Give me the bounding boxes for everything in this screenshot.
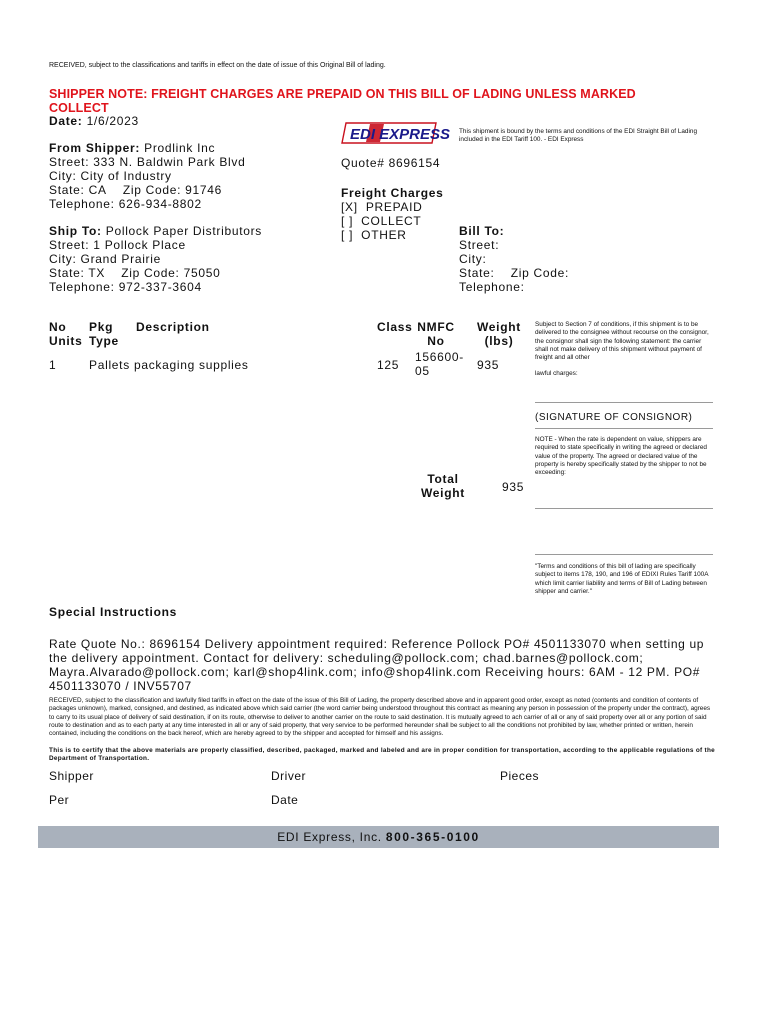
- divider-line-2: [535, 554, 713, 555]
- date-signature-label: Date: [271, 793, 299, 807]
- section7-note: Subject to Section 7 of conditions, if this shipment is to be delivered to the consignee without recourse on the consignor, the consignor shall sign the following statement: the carrier shall not make delivery of this shipment without payment of freight and all other: [535, 321, 709, 362]
- shipper-city: City: City of Industry: [49, 169, 172, 183]
- terms-items-note: "Terms and conditions of this bill of lading are specifically subject to items 178, 190, and 196 of EDIXI Rules Tariff 100A which limit carrier liability and terms of Bill of Lading between shipper and carrier.": [535, 563, 709, 595]
- shipper-street: Street: 333 N. Baldwin Park Blvd: [49, 155, 246, 169]
- from-shipper-block: [49, 141, 319, 211]
- certification-statement: This is to certify that the above materials are properly classified, described, packaged, marked and labeled and are in proper condition for transportation, according to the applicable regulations of the Department of Transportation.: [49, 747, 716, 763]
- col-pkg-type: [89, 320, 119, 348]
- row-units: 1: [49, 358, 57, 372]
- footer-bar: [38, 826, 719, 848]
- from-shipper-label: From Shipper:: [49, 141, 141, 155]
- collect-checkbox[interactable]: [ ] COLLECT: [341, 214, 422, 228]
- row-class: 125: [377, 358, 400, 372]
- col-weight-line1: Weight: [477, 320, 521, 334]
- consignee-street: Street: 1 Pollock Place: [49, 238, 186, 252]
- row-nmfc-line1: 156600-: [415, 350, 464, 364]
- col-class: Class: [377, 320, 413, 334]
- consignee-telephone: Telephone: 972-337-3604: [49, 280, 202, 294]
- received-note: RECEIVED, subject to the classifications and tariffs in effect on the date of issue of this Original Bill of lading.: [49, 62, 386, 69]
- ship-to-block: [49, 224, 319, 294]
- col-no-units-line2: Units: [49, 334, 83, 348]
- date-label: Date:: [49, 114, 83, 128]
- total-weight-line2: Weight: [421, 486, 465, 500]
- quote-number: Quote# 8696154: [341, 156, 441, 170]
- declared-value-line: [535, 508, 713, 509]
- pieces-label: Pieces: [500, 769, 540, 783]
- row-nmfc-line2: 05: [415, 364, 430, 378]
- total-weight-label: [418, 472, 468, 500]
- date-value: 1/6/2023: [86, 114, 139, 128]
- col-weight: [474, 320, 524, 348]
- freight-charges-label: Freight Charges: [341, 186, 444, 200]
- bill-to-street: Street:: [459, 238, 500, 252]
- bill-to-block: [459, 224, 659, 294]
- ship-to-label: Ship To:: [49, 224, 102, 238]
- bill-to-city: City:: [459, 252, 487, 266]
- bill-to-zip: Zip Code:: [510, 266, 570, 280]
- bill-to-label: Bill To:: [459, 224, 505, 238]
- declared-value-note: NOTE - When the rate is dependent on value, shippers are required to state specifically in writing the agreed or declared value of the property. The agreed or declared value of the property is hereby specifically stated by the shipper to not be exceeding:: [535, 436, 707, 477]
- driver-signature-label: Driver: [271, 769, 306, 783]
- footer-phone: 800-365-0100: [385, 830, 480, 844]
- col-weight-line2: (lbs): [484, 334, 514, 348]
- other-checkbox[interactable]: [ ] OTHER: [341, 228, 407, 242]
- col-pkg-type-line2: Type: [89, 334, 119, 348]
- total-weight-line1: Total: [427, 472, 459, 486]
- terms-top: This shipment is bound by the terms and conditions of the EDI Straight Bill of Lading included in the EDI Tariff 100. - EDI Express: [459, 128, 698, 144]
- col-description: Description: [136, 320, 210, 334]
- shipper-telephone: Telephone: 626-934-8802: [49, 197, 202, 211]
- col-no-units-line1: No: [49, 320, 67, 334]
- prepaid-checkbox[interactable]: [X] PREPAID: [341, 200, 423, 214]
- col-pkg-type-line1: Pkg: [89, 320, 114, 334]
- received-terms-paragraph: RECEIVED, subject to the classification and lawfully filed tariffs in effect on the date of the issue of this Bill of Lading, the property described above and in apparent good order, except as noted (contents and condition of contents of packages unknown), marked, consigned, and destined, as indicated above which said carrier (the word carrier being understood throughout this contract as meaning any person in possession of the property under the contract), agrees to carry to its usual place of delivery of said destination, if on its route, otherwise to deliver to another carrier on the route to said destination. It is mutually agreed to ach carrier of all or any of said property over all or any portion of said route to destination and as to each party at any time interested in all or any of said property, that very service to be performed hereunder shall be subject to all the conditions not prohibited by law, whether printed or written, herein contained, including the conditions on the back hereof, which are hereby agreed to by the shipper and accepted for himself and his assigns.: [49, 697, 711, 738]
- edi-express-logo: [340, 121, 451, 147]
- shipper-state: State: CA: [49, 183, 107, 197]
- col-nmfc-line2: No: [427, 334, 445, 348]
- signature-consignor-label: (SIGNATURE OF CONSIGNOR): [535, 412, 693, 423]
- bill-to-telephone: Telephone:: [459, 280, 525, 294]
- consignor-signature-line: [535, 402, 713, 403]
- lawful-charges-label: lawful charges:: [535, 370, 578, 377]
- divider-line: [535, 428, 713, 429]
- col-no-units: [49, 320, 83, 348]
- date-line: [49, 114, 139, 128]
- shipper-zip: Zip Code: 91746: [122, 183, 223, 197]
- consignee-zip: Zip Code: 75050: [121, 266, 221, 280]
- col-nmfc-line1: NMFC: [417, 320, 455, 334]
- per-label: Per: [49, 793, 70, 807]
- row-weight: 935: [477, 358, 500, 372]
- row-nmfc: [415, 350, 464, 378]
- special-instructions-label: Special Instructions: [49, 605, 178, 619]
- consignee-city: City: Grand Prairie: [49, 252, 161, 266]
- freight-charges-block: [341, 186, 461, 242]
- bill-to-state: State:: [459, 266, 495, 280]
- shipper-note: SHIPPER NOTE: FREIGHT CHARGES ARE PREPAID ON THIS BILL OF LADING UNLESS MARKED COLLECT: [49, 87, 636, 115]
- consignee-name: Pollock Paper Distributors: [105, 224, 263, 238]
- shipper-name: Prodlink Inc: [144, 141, 216, 155]
- consignee-state: State: TX: [49, 266, 106, 280]
- col-nmfc: [413, 320, 459, 348]
- shipper-signature-label: Shipper: [49, 769, 94, 783]
- logo-text: EDI EXPRESS: [350, 126, 451, 143]
- footer-company: EDI Express, Inc.: [277, 830, 382, 844]
- special-instructions-text: Rate Quote No.: 8696154 Delivery appointment required: Reference Pollock PO# 4501133070 when setting up the delivery appointment. Contact for delivery: scheduling@pollock.com; chad.barnes@pollock.com; Mayra.Alvarado@pollock.com; karl@shop4link.com; info@shop4link.com Receiving hours: 6AM - 12 PM. PO# 4501133070 / INV55707: [49, 637, 705, 693]
- total-weight-value: 935: [502, 480, 525, 494]
- row-pkg-description: Pallets packaging supplies: [89, 358, 249, 372]
